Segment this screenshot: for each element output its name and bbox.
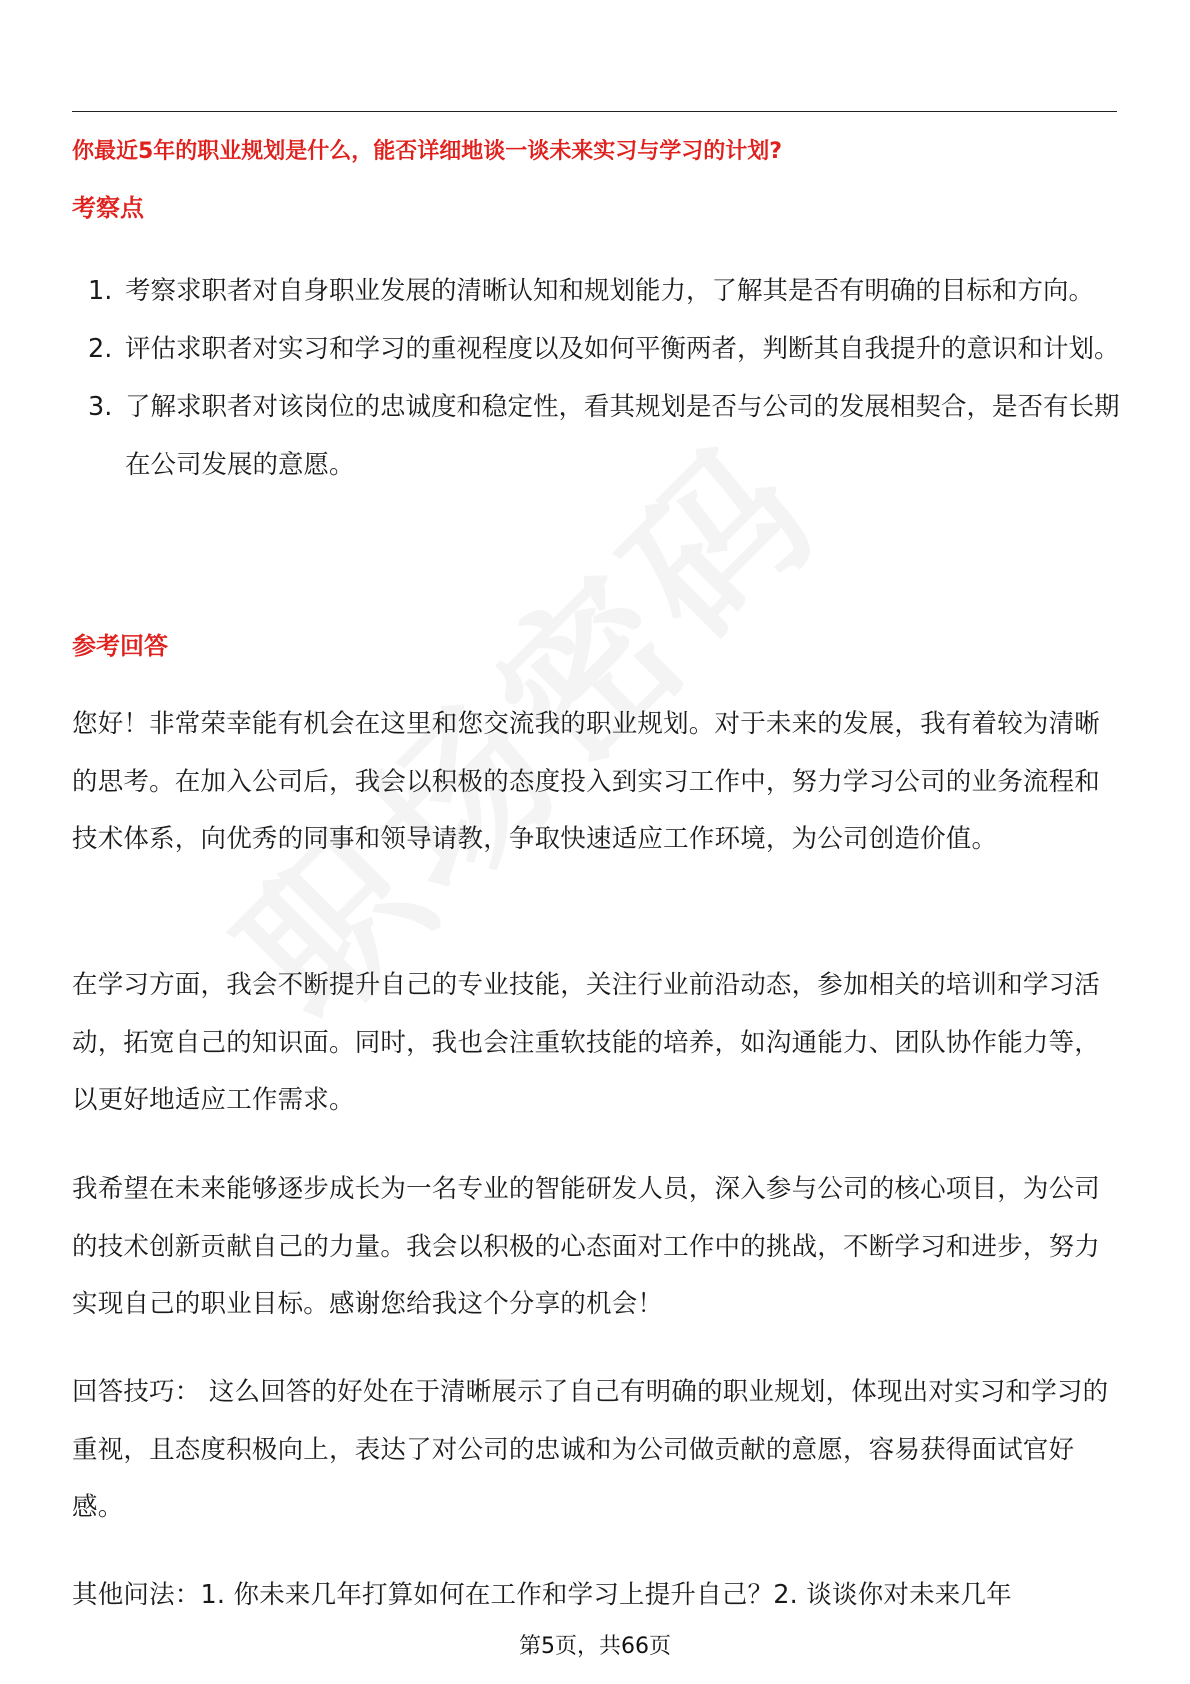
list-item-number: 3. — [88, 392, 113, 422]
list-item — [72, 320, 1122, 378]
answer-heading: 参考回答 — [72, 632, 168, 660]
page-footer: 第5页，共66页 — [519, 1634, 671, 1659]
list-item — [72, 378, 1122, 494]
list-item — [72, 262, 1122, 320]
answer-paragraph: 您好！非常荣幸能有机会在这里和您交流我的职业规划。对于未来的发展，我有着较为清晰的思考。在加入公司后，我会以积极的态度投入到实习工作中，努力学习公司的业务流程和技术体系，向优秀的同事和领导请教，争取快速适应工作环境，为公司创造价值。 — [72, 709, 1101, 854]
list-item-number: 2. — [88, 334, 113, 364]
list-item-text: 评估求职者对实习和学习的重视程度以及如何平衡两者，判断其自我提升的意识和计划。 — [125, 334, 1120, 364]
list-item-number: 1. — [88, 276, 113, 306]
assessment-list — [72, 262, 1122, 494]
answer-paragraph: 我希望在未来能够逐步成长为一名专业的智能研发人员，深入参与公司的核心项目，为公司的技术创新贡献自己的力量。我会以积极的心态面对工作中的挑战，不断学习和进步，努力实现自己的职业目标。感谢您给我这个分享的机会！ — [72, 1174, 1101, 1319]
list-item-text: 考察求职者对自身职业发展的清晰认知和规划能力，了解其是否有明确的目标和方向。 — [125, 276, 1095, 306]
list-item-text: 了解求职者对该岗位的忠诚度和稳定性，看其规划是否与公司的发展相契合，是否有长期在公司发展的意愿。 — [125, 392, 1120, 480]
assessment-heading: 考察点 — [72, 194, 144, 222]
top-divider — [72, 111, 1117, 112]
other-questions: 其他问法：1. 你未来几年打算如何在工作和学习上提升自己？2. 谈谈你对未来几年 — [72, 1580, 1012, 1610]
answer-paragraph: 在学习方面，我会不断提升自己的专业技能，关注行业前沿动态，参加相关的培训和学习活动，拓宽自己的知识面。同时，我也会注重软技能的培养，如沟通能力、团队协作能力等，以更好地适应工作需求。 — [72, 970, 1101, 1115]
question-title: 你最近5年的职业规划是什么，能否详细地谈一谈未来实习与学习的计划? — [72, 139, 783, 164]
answer-tips: 回答技巧： 这么回答的好处在于清晰展示了自己有明确的职业规划，体现出对实习和学习的重视，且态度积极向上，表达了对公司的忠诚和为公司做贡献的意愿，容易获得面试官好感。 — [72, 1377, 1109, 1522]
